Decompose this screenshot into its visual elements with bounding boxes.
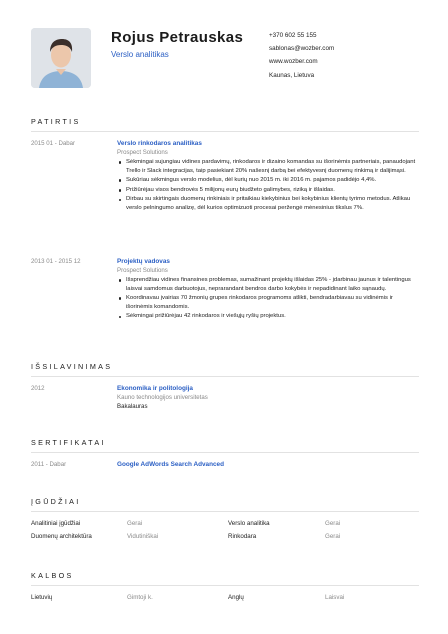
list-item: Sukūriau sėkmingus verslo modelius, dėl kurių nuo 2015 m. iki 2016 m. pajamos padidėjo 4,4%. [117, 176, 417, 185]
language-name: Lietuvių [31, 594, 53, 601]
entry-title: Google AdWords Search Advanced [117, 461, 225, 468]
contact-email[interactable]: sablonas@wozber.com [269, 45, 335, 53]
section-divider [31, 511, 419, 512]
list-item: Koordinavau įvairias 70 žmonių grupes rinkodaros programoms atlikti, bendradarbiavau su vidinėmis ir išorinėmis komandomis. [117, 294, 417, 311]
contact-location: Kaunas, Lietuva [269, 71, 315, 79]
bullet-list [117, 276, 417, 322]
experience-section [31, 117, 419, 320]
section-title: SERTIFIKATAI [31, 438, 106, 447]
section-title: ĮGŪDŽIAI [31, 497, 81, 506]
entry-title: Ekonomika ir politologija [117, 385, 193, 392]
entry-date: 2015 01 - Dabar [31, 140, 76, 147]
list-item: Sėkmingai prižiūrėjau 42 rinkodaros ir viešųjų ryšių projektus. [117, 312, 417, 321]
entry-date: 2011 - Dabar [31, 461, 67, 468]
list-item: Išsprendžiau vidines finansines problemas, sumažinant projektų išlaidas 25% - įdarbinau jaunus ir talentingus laisvai samdomus darbuotojus, neprarandant bendros darbo kokybės ir nepadidinant laiko sąnaudų. [117, 276, 417, 293]
entry-title: Projektų vadovas [117, 258, 170, 265]
skill-name: Rinkodara [228, 533, 257, 540]
languages-row [31, 594, 419, 604]
person-avatar-icon [31, 28, 91, 88]
skill-level: Vidutiniškai [127, 533, 159, 540]
list-item: Sėkmingai sujungiau vidines pardavimų, rinkodaros ir dizaino komandas su išorinėmis partneriais, panaudojant Trello ir Slack integracijas, taip pasiekiant 20% našesnį darbą bei efektyvesnį duomenų rinkimą ir dalijimąsi. [117, 158, 417, 175]
skill-name: Verslo analitika [228, 520, 270, 527]
section-title: PATIRTIS [31, 117, 81, 126]
section-title: KALBOS [31, 571, 74, 580]
skill-name: Duomenų architektūra [31, 533, 92, 540]
skill-level: Gerai [127, 520, 143, 527]
bullet-list [117, 158, 417, 214]
skills-row [31, 520, 419, 530]
skills-section [31, 497, 419, 540]
languages-section [31, 571, 419, 601]
resume-header [31, 28, 421, 90]
contact-phone[interactable]: +370 602 55 155 [269, 32, 317, 39]
list-item: Prižiūrėjau visos bendrovės 5 milijonų eurų biudžeto galimybes, riziką ir išlaidas. [117, 186, 417, 195]
skills-row [31, 533, 419, 543]
entry-title: Verslo rinkodaros analitikas [117, 140, 202, 147]
certificates-section [31, 438, 419, 468]
job-title: Verslo analitikas [111, 50, 169, 59]
entry-date: 2012 [31, 385, 45, 392]
person-name: Rojus Petrauskas [111, 29, 244, 46]
contact-list [269, 29, 334, 82]
section-divider [31, 585, 419, 586]
section-divider [31, 131, 419, 132]
section-divider [31, 376, 419, 377]
entry-school: Kauno technologijos universitetas [117, 394, 208, 401]
skill-level: Gerai [325, 533, 341, 540]
skill-name: Analitiniai įgūdžiai [31, 520, 81, 527]
education-section [31, 362, 419, 410]
entry-company: Prospect Solutions [117, 149, 168, 156]
section-divider [31, 452, 419, 453]
skill-level: Gerai [325, 520, 341, 527]
section-title: IŠSILAVINIMAS [31, 362, 113, 371]
language-level: Laisvai [325, 594, 345, 601]
entry-date: 2013 01 - 2015 12 [31, 258, 81, 265]
language-name: Anglų [228, 594, 244, 601]
contact-website[interactable]: www.wozber.com [269, 58, 318, 66]
list-item: Dirbau su skirtingais duomenų rinkiniais ir pritaikiau kiekybinius bei kokybinius klientų tyrimo metodus. Atlikau verslo pelningumo analizę, dėl kurios optimizuoti procesai peržengė mėnesinius tikslus 7%. [117, 195, 417, 212]
language-level: Gimtoji k. [127, 594, 153, 601]
entry-degree: Bakalauras [117, 402, 148, 410]
entry-company: Prospect Solutions [117, 267, 168, 274]
profile-photo [31, 28, 91, 88]
